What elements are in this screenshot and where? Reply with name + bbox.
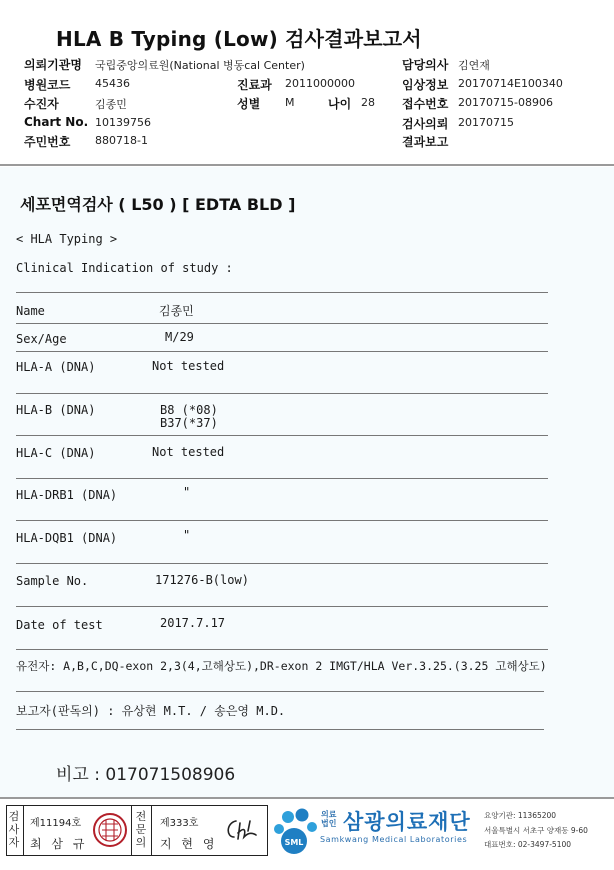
org-english-name: Samkwang Medical Laboratories	[320, 835, 468, 844]
department-label: 진료과	[237, 78, 272, 92]
age-label: 나이	[328, 97, 352, 111]
clinical-info-label: 임상정보	[402, 78, 449, 92]
sex-value: M	[285, 96, 295, 109]
divider-line	[16, 563, 548, 564]
attending-doctor-label: 담당의사	[402, 58, 449, 72]
row-value-hla-drb1: "	[183, 485, 191, 499]
org-institution-code: 요양기관: 11365200	[484, 811, 557, 820]
report-title: HLA B Typing (Low) 검사결과보고서	[56, 27, 422, 51]
row-value-hla-b-1: B8 (*08)	[160, 403, 218, 417]
method-note: 유전자: A,B,C,DQ-exon 2,3(4,고해상도),DR-exon 2 IMGT/HLA Ver.3.25.(3.25 고해상도)	[16, 659, 547, 673]
org-phone: 대표번호: 02-3497-5100	[484, 840, 572, 849]
patient-value: 김종민	[95, 98, 127, 111]
org-tag: 의료법인	[321, 810, 337, 828]
row-value-hla-c: Not tested	[152, 445, 225, 459]
row-label-sample-no: Sample No.	[16, 574, 89, 588]
clinical-indication: Clinical Indication of study :	[16, 261, 233, 275]
tester-name: 최 삼 규	[30, 837, 88, 851]
divider-line	[16, 292, 548, 293]
header-divider	[0, 164, 614, 166]
row-value-name: 김종민	[159, 304, 194, 318]
requesting-institution-value: 국립중앙의료원(National 병동cal Center)	[95, 59, 305, 72]
row-label-name: Name	[16, 304, 45, 318]
specialist-tag: 전문의	[135, 810, 147, 849]
divider-line	[16, 691, 544, 692]
divider-line	[16, 393, 548, 394]
tester-seal-icon	[92, 812, 128, 848]
signature-separator	[23, 806, 24, 855]
row-value-sample-no: 171276-B(low)	[155, 573, 249, 587]
row-label-sex-age: Sex/Age	[16, 332, 67, 346]
row-value-sex-age: M/29	[165, 330, 194, 344]
specialist-license-no: 제333호	[160, 818, 199, 829]
receipt-no-label: 접수번호	[402, 97, 449, 111]
hospital-code-label: 병원코드	[24, 78, 71, 92]
row-value-hla-dqb1: "	[183, 528, 191, 542]
clinical-info-value: 20170714E100340	[458, 77, 563, 90]
row-label-hla-c: HLA-C (DNA)	[16, 446, 96, 460]
sml-logo-icon	[270, 805, 318, 857]
divider-line	[16, 520, 548, 521]
signature-separator	[131, 806, 132, 855]
department-value: 2011000000	[285, 77, 355, 90]
divider-line	[16, 435, 548, 436]
row-label-hla-drb1: HLA-DRB1 (DNA)	[16, 488, 118, 502]
divider-line	[16, 606, 548, 607]
row-label-hla-a: HLA-A (DNA)	[16, 360, 96, 374]
remark: 비고 : 017071508906	[56, 765, 236, 785]
hospital-code-value: 45436	[95, 77, 130, 90]
chart-no-value: 10139756	[95, 116, 151, 129]
row-label-hla-b: HLA-B (DNA)	[16, 403, 96, 417]
divider-line	[16, 323, 548, 324]
signature-separator	[151, 806, 152, 855]
divider-line	[16, 649, 548, 650]
row-value-hla-b-2: B37(*37)	[160, 416, 218, 430]
sml-logo-text: SML	[284, 838, 304, 847]
receipt-no-value: 20170715-08906	[458, 96, 553, 109]
resident-no-value: 880718-1	[95, 134, 148, 147]
attending-doctor-value: 김연재	[458, 59, 490, 72]
tester-license-no: 제11194호	[30, 818, 82, 829]
reporter: 보고자(판독의) : 유상현 M.T. / 송은영 M.D.	[16, 704, 286, 718]
org-address: 서울특별시 서초구 양재동 9-60	[484, 826, 588, 835]
row-value-date-of-test: 2017.7.17	[160, 616, 226, 630]
divider-line	[16, 478, 548, 479]
sex-label: 성별	[237, 97, 261, 111]
test-request-value: 20170715	[458, 116, 514, 129]
patient-label: 수진자	[24, 97, 59, 111]
specialist-name: 지 현 영	[160, 837, 218, 851]
row-value-hla-a: Not tested	[152, 359, 225, 373]
chart-no-label: Chart No.	[24, 115, 89, 129]
hla-typing-subtitle: < HLA Typing >	[16, 232, 118, 246]
divider-line	[16, 351, 548, 352]
row-label-date-of-test: Date of test	[16, 618, 103, 632]
org-name: 삼광의료재단	[343, 810, 471, 834]
tester-tag: 검사자	[8, 810, 20, 849]
row-label-hla-dqb1: HLA-DQB1 (DNA)	[16, 531, 118, 545]
age-value: 28	[361, 96, 375, 109]
test-request-label: 검사의뢰	[402, 117, 449, 131]
divider-line	[16, 729, 544, 730]
section-title: 세포면역검사 ( L50 ) [ EDTA BLD ]	[20, 195, 296, 214]
resident-no-label: 주민번호	[24, 135, 71, 149]
requesting-institution-label: 의뢰기관명	[24, 58, 82, 72]
result-report-label: 결과보고	[402, 135, 449, 149]
specialist-signature-icon	[222, 815, 262, 845]
